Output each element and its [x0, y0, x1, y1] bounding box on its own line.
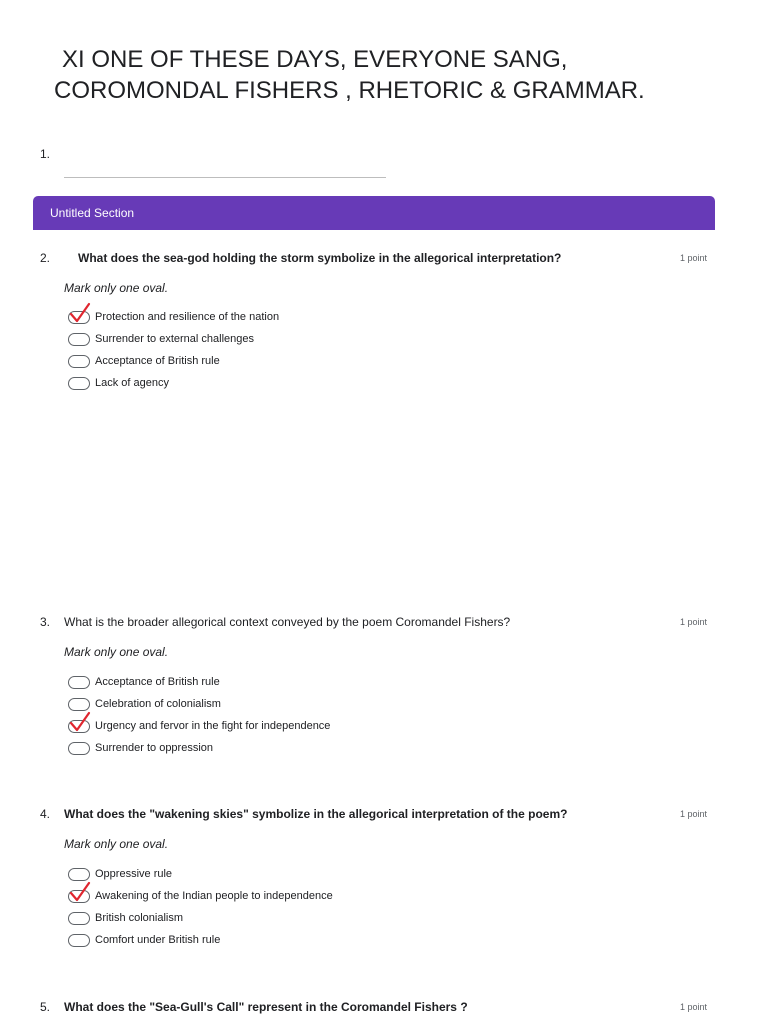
option-label: Oppressive rule: [95, 868, 173, 880]
radio-oval-icon[interactable]: [68, 934, 90, 947]
option-label: Celebration of colonialism: [95, 698, 221, 710]
option-label: Comfort under British rule: [95, 934, 221, 946]
option-label: Urgency and fervor in the fight for independence: [95, 720, 331, 732]
option-label: Surrender to oppression: [95, 742, 214, 754]
question-number: 5.: [40, 1000, 51, 1014]
option-label: British colonialism: [95, 912, 184, 924]
instruction-text: Mark only one oval.: [64, 645, 169, 659]
question-number: 2.: [40, 251, 51, 265]
radio-oval-icon[interactable]: [68, 868, 90, 881]
section-header: [33, 196, 715, 230]
question-1-number: 1.: [40, 147, 51, 161]
points-label: 1 point: [680, 617, 708, 627]
radio-oval-icon[interactable]: [68, 355, 90, 368]
question-text: What does the "Sea-Gull's Call" represent in the Coromandel Fishers ?: [64, 1000, 468, 1014]
form-title-line-2: COROMONDAL FISHERS , RHETORIC & GRAMMAR.: [54, 77, 645, 104]
option-label: Acceptance of British rule: [95, 355, 220, 367]
checkmark-icon: [68, 881, 92, 905]
option-label: Lack of agency: [95, 377, 169, 389]
option-label: Acceptance of British rule: [95, 676, 220, 688]
question-text: What does the sea-god holding the storm symbolize in the allegorical interpretation?: [78, 251, 562, 265]
option-label: Awakening of the Indian people to independence: [95, 890, 333, 902]
checkmark-icon: [68, 302, 92, 326]
option-label: Surrender to external challenges: [95, 333, 254, 345]
question-text: What does the "wakening skies" symbolize in the allegorical interpretation of the poem?: [64, 807, 568, 821]
radio-oval-icon[interactable]: [68, 912, 90, 925]
question-text: What is the broader allegorical context conveyed by the poem Coromandel Fishers?: [64, 615, 511, 629]
section-title: Untitled Section: [50, 206, 135, 220]
form-title-line-1: XI ONE OF THESE DAYS, EVERYONE SANG,: [62, 46, 568, 73]
checkmark-icon: [68, 711, 92, 735]
question-number: 4.: [40, 807, 51, 821]
question-1-answer-field[interactable]: [64, 177, 386, 178]
radio-oval-icon[interactable]: [68, 698, 90, 711]
radio-oval-icon[interactable]: [68, 676, 90, 689]
points-label: 1 point: [680, 1002, 708, 1012]
points-label: 1 point: [680, 253, 708, 263]
question-number: 3.: [40, 615, 51, 629]
instruction-text: Mark only one oval.: [64, 281, 169, 295]
option-label: Protection and resilience of the nation: [95, 311, 280, 323]
points-label: 1 point: [680, 809, 708, 819]
form-title: [54, 44, 754, 106]
radio-oval-icon[interactable]: [68, 333, 90, 346]
radio-oval-icon[interactable]: [68, 742, 90, 755]
instruction-text: Mark only one oval.: [64, 837, 169, 851]
radio-oval-icon[interactable]: [68, 377, 90, 390]
